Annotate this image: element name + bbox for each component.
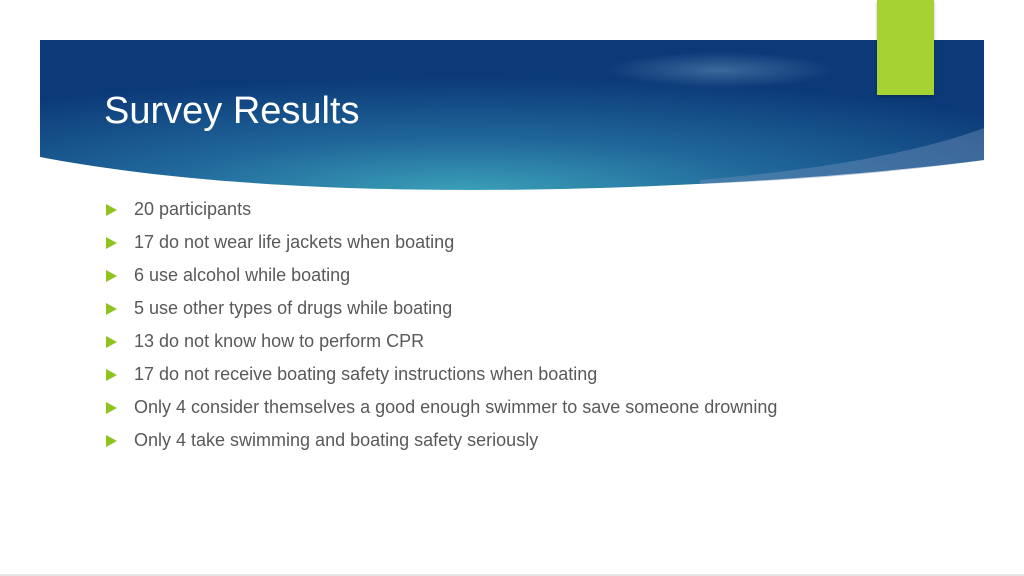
list-item <box>104 363 804 386</box>
list-item <box>104 429 804 452</box>
list-item <box>104 198 804 221</box>
list-item-text: Only 4 take swimming and boating safety seriously <box>134 430 539 450</box>
list-item <box>104 396 804 419</box>
list-item <box>104 297 804 320</box>
list-item-text: 5 use other types of drugs while boating <box>134 298 453 318</box>
bullet-list <box>104 198 804 462</box>
triangle-right-icon <box>106 336 117 348</box>
list-item-text: 17 do not wear life jackets when boating <box>134 232 455 252</box>
list-item-text: 6 use alcohol while boating <box>134 265 351 285</box>
list-item <box>104 264 804 287</box>
list-item-text: 13 do not know how to perform CPR <box>134 331 425 351</box>
slide-title: Survey Results <box>104 90 360 132</box>
list-item-text: Only 4 consider themselves a good enough swimmer to save someone drowning <box>134 397 778 417</box>
accent-tab <box>877 0 934 95</box>
list-item-text: 17 do not receive boating safety instructions when boating <box>134 364 598 384</box>
list-item-text: 20 participants <box>134 199 252 219</box>
triangle-right-icon <box>106 435 117 447</box>
list-item <box>104 330 804 353</box>
triangle-right-icon <box>106 270 117 282</box>
triangle-right-icon <box>106 303 117 315</box>
triangle-right-icon <box>106 402 117 414</box>
triangle-right-icon <box>106 237 117 249</box>
triangle-right-icon <box>106 369 117 381</box>
list-item <box>104 231 804 254</box>
triangle-right-icon <box>106 204 117 216</box>
